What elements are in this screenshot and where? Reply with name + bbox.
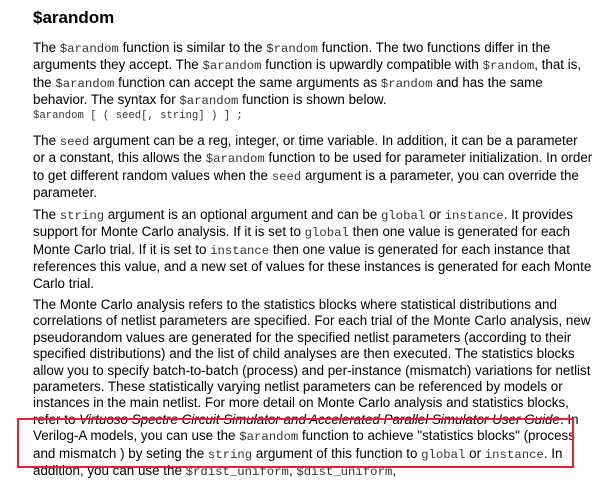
paragraph-monte-carlo: The Monte Carlo analysis refers to the statistics blocks where statistical distributions and correlations of netlist parameters are specified. For each trial of the Monte Carlo analysis, new pseudorandom values are generated for the specified netlist parameters (according to their specified distributions) and the list of child analyses are then executed. The statistics blocks allow you to specify batch-to-batch (process) and per-instance (mismatch) variations for netlist parameters. These statistically varying netlist parameters can be referenced by models or instances in the main netlist. For more detail on Monte Carlo analysis and statistics blocks, refer to Virtuoso Spectre Circuit Simulator and Accelerated Parallel Simulator User Guide. In Verilog-A models, you can use the $arandom function to achieve "statistics blocks" (process and mismatch ) by seting the string argument of this function to global or instance. In addition, you can use the $rdist_uniform, $dist_uniform, [33,297,591,480]
code-term: global [421,447,466,462]
code-term: seed [59,135,90,149]
code-term: $rdist_uniform [185,465,289,480]
code-term: global [304,226,349,241]
code-term: $arandom [239,430,299,445]
code-term: $arandom [202,59,262,74]
paragraph-intro: The $arandom function is similar to the $random function. The two functions differ in the arguments they accept. The $arandom function is upwardly compatible with $random, that is, the $arandom function can accept the same arguments as $random and has the same behavior. The syntax for $arandom function is shown below. [33,40,582,109]
paragraph-string: The string argument is an optional argument and can be global or instance. It provides support for Monte Carlo analysis. If it is set to global then one value is generated for each Monte Carlo trial. If it is set to instance then one value is generated for each instance that references this value, and a new set of values for these instances is generated for each Monte Carlo trial. [33,207,592,291]
code-term: $arandom [59,42,119,56]
code-term: $arandom [179,94,239,109]
code-term: instance [484,447,544,462]
code-term: instance [210,243,270,258]
section-title: $arandom [33,8,115,27]
code-term: string [59,209,105,223]
code-term: $arandom [55,76,115,91]
code-term: global [381,209,426,223]
code-term: $dist_uniform [296,465,393,480]
paragraph-seed: The seed argument can be a reg, integer, or time variable. In addition, it can be a parameter or a constant, this allows the $arandom function to be used for parameter initialization. In order to get different random values when the seed argument is a parameter, you can override the parameter. [33,133,593,201]
code-term: string [207,447,253,462]
code-term: seed [271,169,302,184]
code-term: instance [444,209,504,223]
code-term: $random [380,76,433,91]
user-guide-reference: Virtuoso Spectre Circuit Simulator and Accelerated Parallel Simulator User Guide [79,411,560,427]
code-term: $random [482,59,535,74]
code-term: $arandom [205,152,265,167]
highlight-box [17,418,574,468]
code-term: $random [266,42,318,56]
syntax-line: $arandom [ ( seed[, string] ) ] ; [33,110,243,122]
